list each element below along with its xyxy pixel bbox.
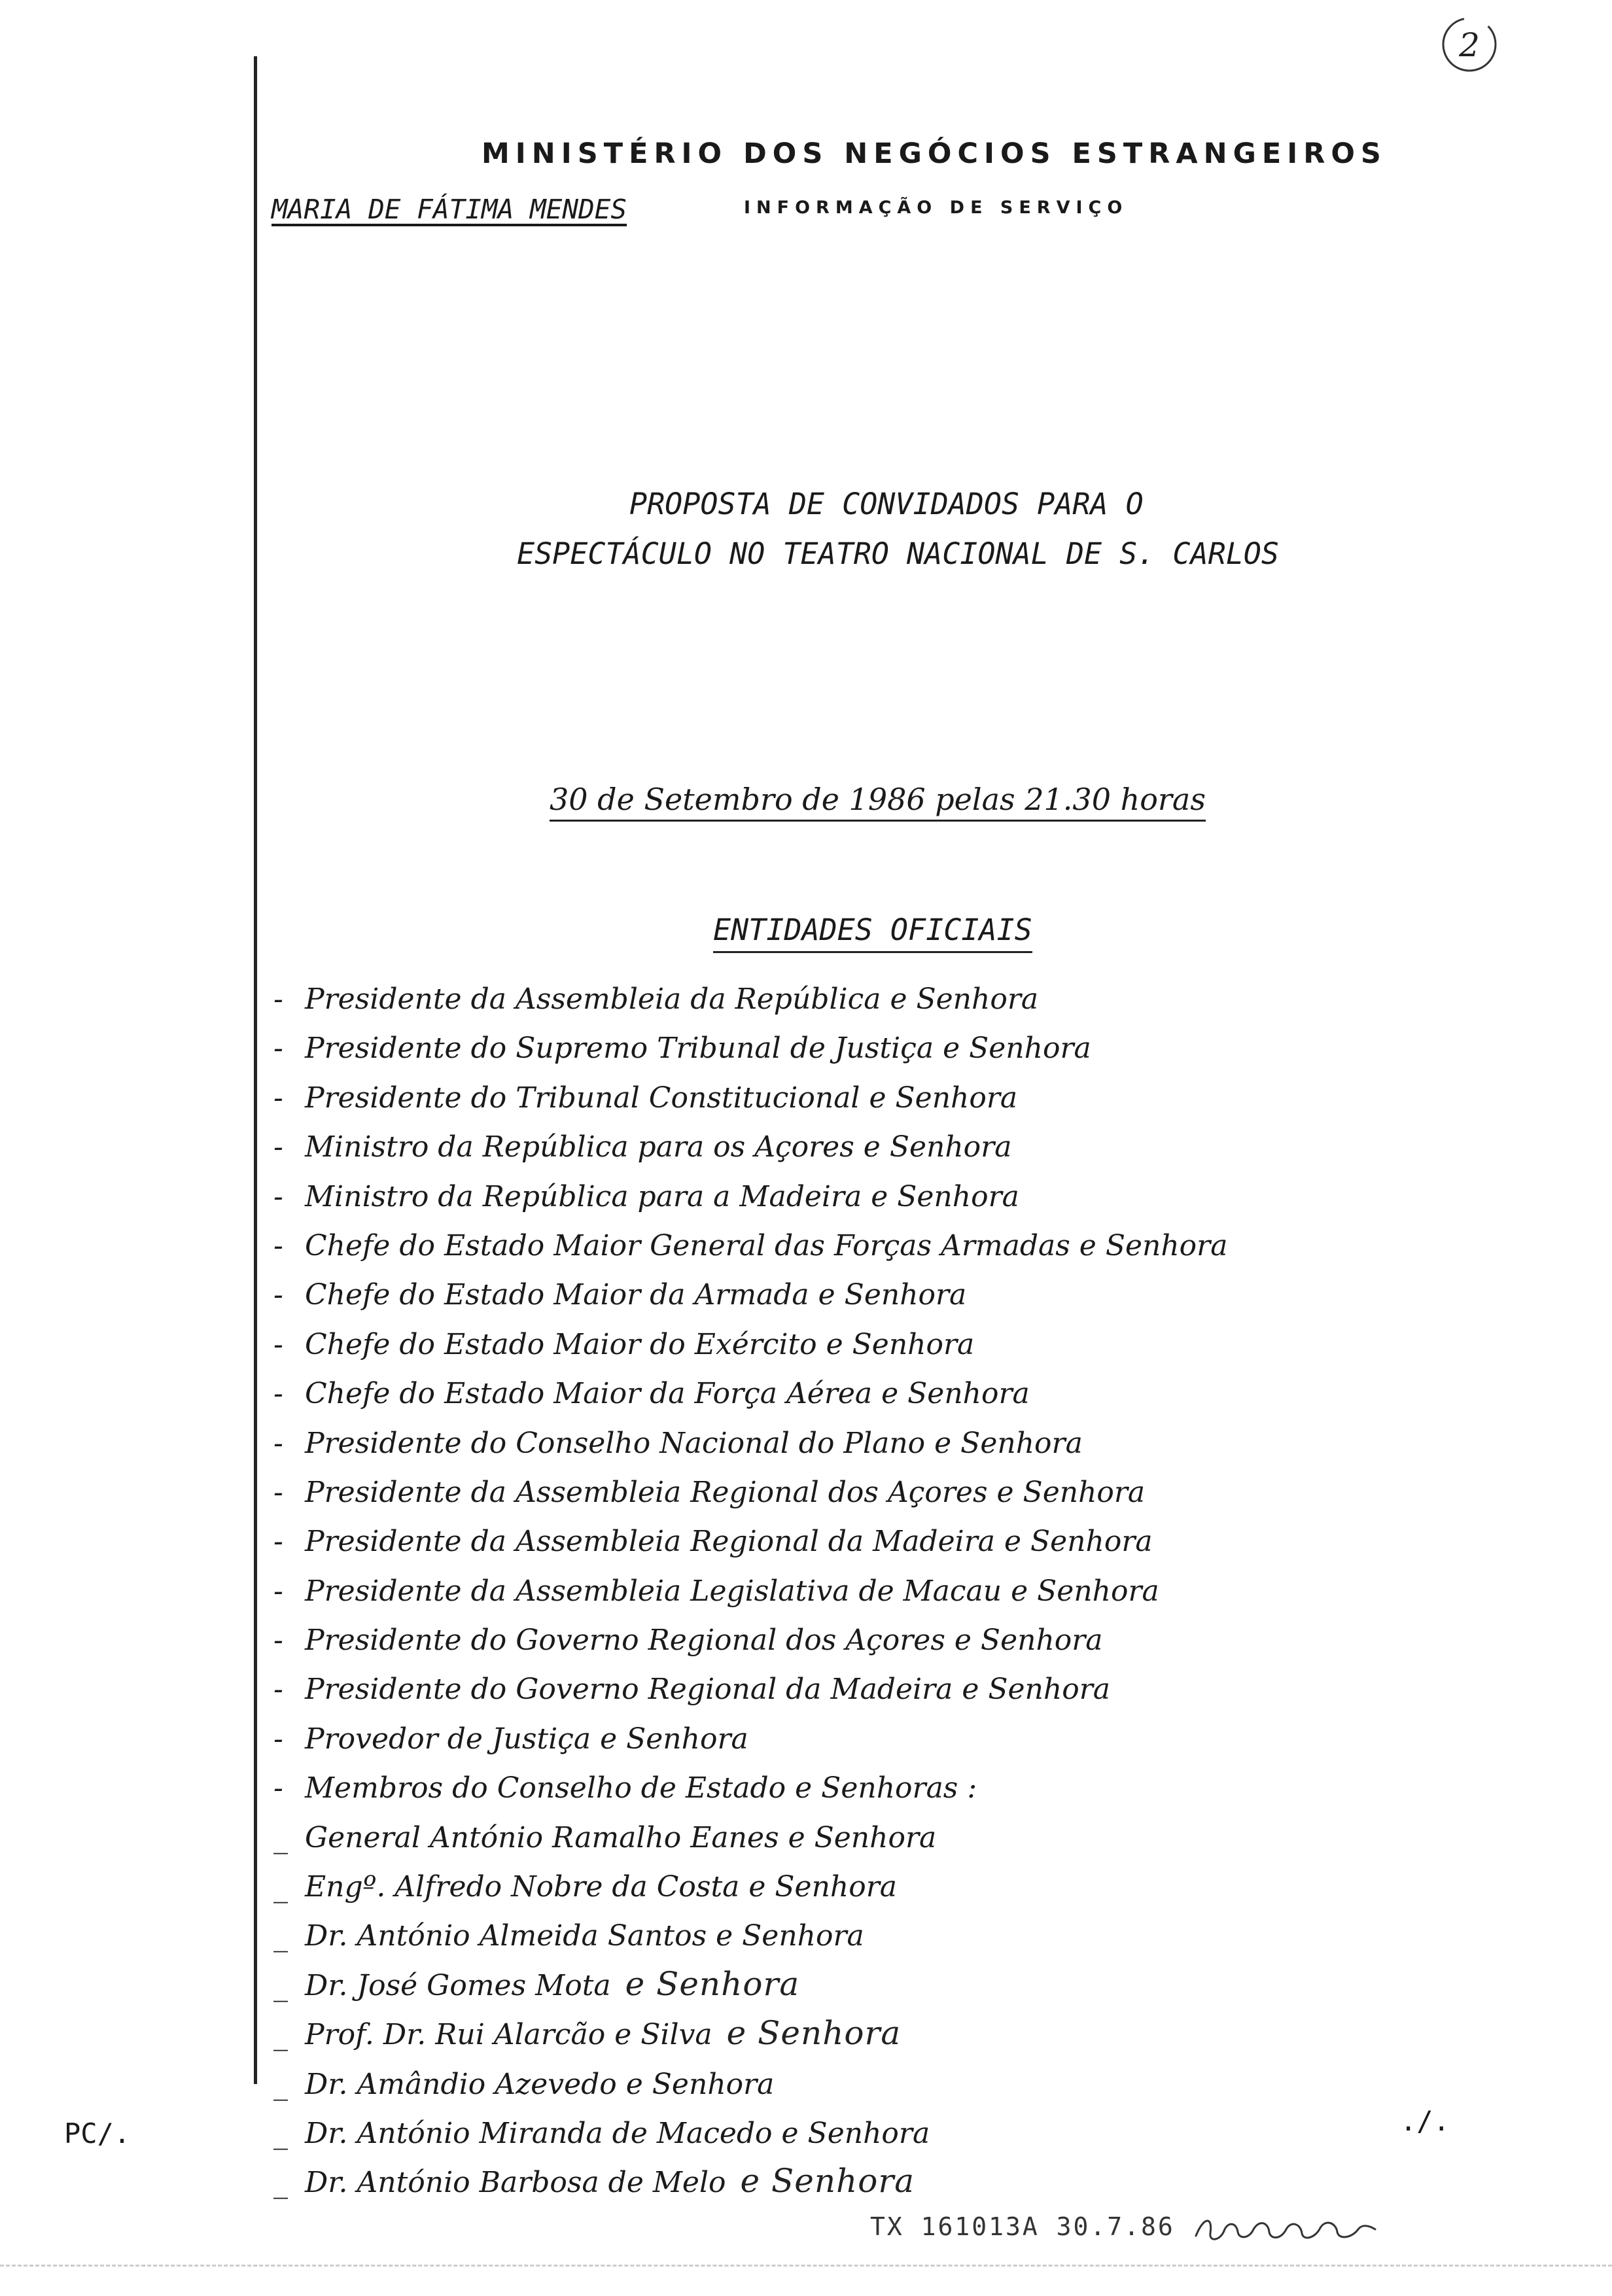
title-line-2: ESPECTÁCULO NO TEATRO NACIONAL DE S. CARLOS bbox=[517, 536, 1279, 571]
list-item: - Presidente da Assembleia Regional dos Açores e Senhora bbox=[273, 1475, 1146, 1509]
list-item: - Provedor de Justiça e Senhora bbox=[273, 1722, 748, 1756]
scan-edge-artifact bbox=[0, 2265, 1612, 2270]
list-item: - Chefe do Estado Maior do Exército e Senhora bbox=[273, 1327, 975, 1361]
list-item: - Membros do Conselho de Estado e Senhoras : bbox=[273, 1771, 977, 1805]
info-label: INFORMAÇÃO DE SERVIÇO bbox=[744, 198, 1129, 218]
list-item: _ Prof. Dr. Rui Alarcão e Silva e Senhora bbox=[273, 2014, 902, 2053]
list-item: _ Engº. Alfredo Nobre da Costa e Senhora bbox=[273, 1870, 898, 1904]
list-item: _ Dr. António Miranda de Macedo e Senhora bbox=[273, 2116, 930, 2150]
list-item: - Chefe do Estado Maior da Armada e Senhora bbox=[273, 1278, 967, 1312]
ministry-heading: MINISTÉRIO DOS NEGÓCIOS ESTRANGEIROS bbox=[482, 137, 1387, 170]
list-item: - Presidente do Tribunal Constitucional e Senhora bbox=[273, 1081, 1018, 1115]
list-item: - Ministro da República para os Açores e Senhora bbox=[273, 1130, 1012, 1164]
list-item: _ Dr. António Barbosa de Melo e Senhora bbox=[273, 2162, 915, 2200]
continuation-mark: ./. bbox=[1400, 2105, 1450, 2137]
left-margin-rule bbox=[254, 56, 257, 2084]
handwritten-signature bbox=[1191, 2210, 1380, 2249]
list-item: - Presidente da Assembleia da República e Senhora bbox=[273, 983, 1039, 1016]
list-item: - Presidente do Conselho Nacional do Plano e Senhora bbox=[273, 1426, 1083, 1460]
list-item: - Presidente da Assembleia Regional da Madeira e Senhora bbox=[273, 1525, 1153, 1559]
list-item: _ General António Ramalho Eanes e Senhora bbox=[273, 1820, 937, 1854]
list-item: - Presidente do Supremo Tribunal de Justiça e Senhora bbox=[273, 1032, 1091, 1066]
section-title: ENTIDADES OFICIAIS bbox=[713, 913, 1032, 953]
list-item: _ Dr. António Almeida Santos e Senhora bbox=[273, 1919, 864, 1953]
list-item: - Ministro da República para a Madeira e Senhora bbox=[273, 1179, 1019, 1213]
list-item: _ Dr. José Gomes Mota e Senhora bbox=[273, 1964, 800, 2003]
footer-code: PC/. bbox=[64, 2117, 131, 2149]
list-item: - Chefe do Estado Maior General das Forças Armadas e Senhora bbox=[273, 1228, 1228, 1262]
title-line-1: PROPOSTA DE CONVIDADOS PARA O bbox=[629, 487, 1144, 521]
archive-stamp: TX 161013A 30.7.86 bbox=[870, 2212, 1175, 2241]
list-item: - Presidente do Governo Regional dos Açores e Senhora bbox=[273, 1624, 1103, 1658]
page-number: 2 bbox=[1459, 26, 1480, 64]
guest-list bbox=[273, 978, 1516, 2211]
list-item: _ Dr. Amândio Azevedo e Senhora bbox=[273, 2067, 775, 2101]
event-date: 30 de Setembro de 1986 pelas 21.30 horas bbox=[550, 782, 1206, 822]
author-name: MARIA DE FÁTIMA MENDES bbox=[272, 194, 627, 225]
list-item: - Presidente da Assembleia Legislativa de Macau e Senhora bbox=[273, 1574, 1159, 1608]
list-item: - Presidente do Governo Regional da Madeira e Senhora bbox=[273, 1673, 1110, 1707]
list-item: - Chefe do Estado Maior da Força Aérea e Senhora bbox=[273, 1377, 1030, 1411]
page-number-mark bbox=[1438, 13, 1501, 76]
